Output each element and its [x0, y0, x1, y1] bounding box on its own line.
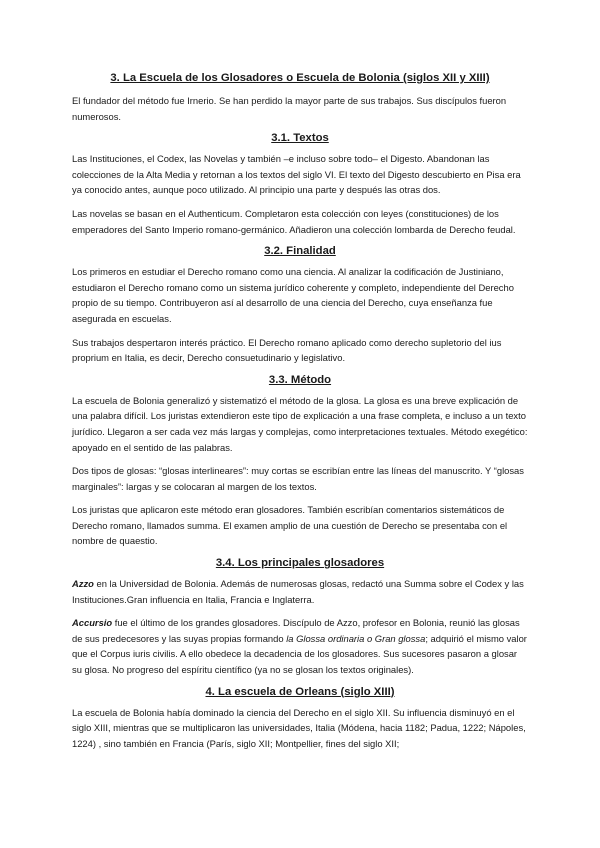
section-3-2-paragraph-1: Los primeros en estudiar el Derecho romano como una ciencia. Al analizar la codificación de Justiniano, estudiaron el Derecho romano como un sistema jurídico coherente y completo, independiente del Derecho propio de su tiempo. Contribuyeron así al desarrollo de una ciencia del Derecho, cuya enseñanza fue asegurada en escuelas. [72, 266, 514, 324]
section-3-1-paragraph-1: Las Instituciones, el Codex, las Novelas y también –e incluso sobre todo– el Digesto. Abandonan las colecciones de la Alta Media y retornan a los textos del siglo VI. El texto del Digesto descubierto en Pisa era ya conocido antes, aunque poco utilizado. Al principio una parte y después las otras dos. [72, 153, 521, 196]
section-4-heading: 4. La escuela de Orleans (siglo XIII) [205, 685, 395, 698]
section-3-3-paragraph-2: Dos tipos de glosas: “glosas interlineares”: muy cortas se escribían entre las líneas del manuscrito. Y “glosas marginales”: largas y se colocaran al margen de los textos. [72, 465, 524, 492]
section-3-paragraph-1: El fundador del método fue Irnerio. Se han perdido la mayor parte de sus trabajos. Sus discípulos fueron numerosos. [72, 95, 507, 122]
glossa-ordinaria-title: la Glossa ordinaria o Gran glossa [286, 632, 426, 644]
section-3-3-paragraph-3: Los juristas que aplicaron este método eran glosadores. También escribían comentarios sistemáticos de Derecho romano, llamados summa. El examen amplio de una cuestión de Derecho se presentaba con el nombre de quaestio. [72, 504, 508, 547]
section-3-2-heading: 3.2. Finalidad [264, 245, 336, 258]
azzo-text: en la Universidad de Bolonia. Además de numerosas glosas, redactó una Summa sobre el Codex y las Instituciones.Gran influencia en Italia, Francia e Inglaterra. [72, 578, 524, 605]
accursio-name: Accursio [72, 617, 113, 629]
accursio-text-1: fue el último de los grandes glosadores. Discípulo de Azzo, profesor en Bolonia, reunió las glosas de sus predecesores y las suyas propias formando [72, 617, 520, 644]
azzo-name: Azzo [72, 578, 94, 590]
accursio-text-2: ; adquirió el mismo valor que el Corpus iuris civilis. A ello obedece la decadencia de los glosadores. Sus sucesores pasaron a glosar su glosa. No progreso del espíritu científico (ya no se glosan los textos originales). [72, 632, 527, 676]
section-3-2-paragraph-2: Sus trabajos despertaron interés práctico. El Derecho romano aplicado como derecho supletorio del ius proprium en Italia, es decir, Derecho consuetudinario y legislativo. [72, 336, 502, 364]
section-3-1-paragraph-2: Las novelas se basan en el Authenticum. Completaron esta colección con leyes (constituciones) de los emperadores del Santo Imperio romano-germánico. Añadieron una colección lombarda de Derecho feudal. [72, 207, 516, 235]
section-3-3-paragraph-1: La escuela de Bolonia generalizó y sistematizó el método de la glosa. La glosa es una breve explicación de una palabra difícil. Los juristas extendieron este tipo de explicación a una frase completa, e incluso a un texto jurídico. Llegaron a ser cada vez más largas y complejas, como interpretaciones textuales. Método exegético: apoyado en el sentido de las palabras. [72, 394, 528, 453]
section-4-paragraph-1: La escuela de Bolonia había dominado la ciencia del Derecho en el siglo XII. Su influencia disminuyó en el siglo XIII, mientras que se multiplicaron las universidades, Italia (Módena, hacia 1182; Padua, 1222; Nápoles, 1224) , sino también en Francia (París, siglo XII; Montpellier, fines del siglo XII; [72, 706, 526, 749]
section-3-4-paragraph-azzo [72, 576, 528, 607]
section-3-heading: 3. La Escuela de los Glosadores o Escuela de Bolonia (siglos XII y XIII) [110, 72, 490, 84]
section-3-3-heading: 3.3. Método [268, 373, 332, 386]
section-3-4-heading: 3.4. Los principales glosadores [215, 557, 385, 570]
section-3-4-paragraph-accursio [72, 615, 528, 677]
section-3-1-heading: 3.1. Textos [271, 132, 329, 145]
